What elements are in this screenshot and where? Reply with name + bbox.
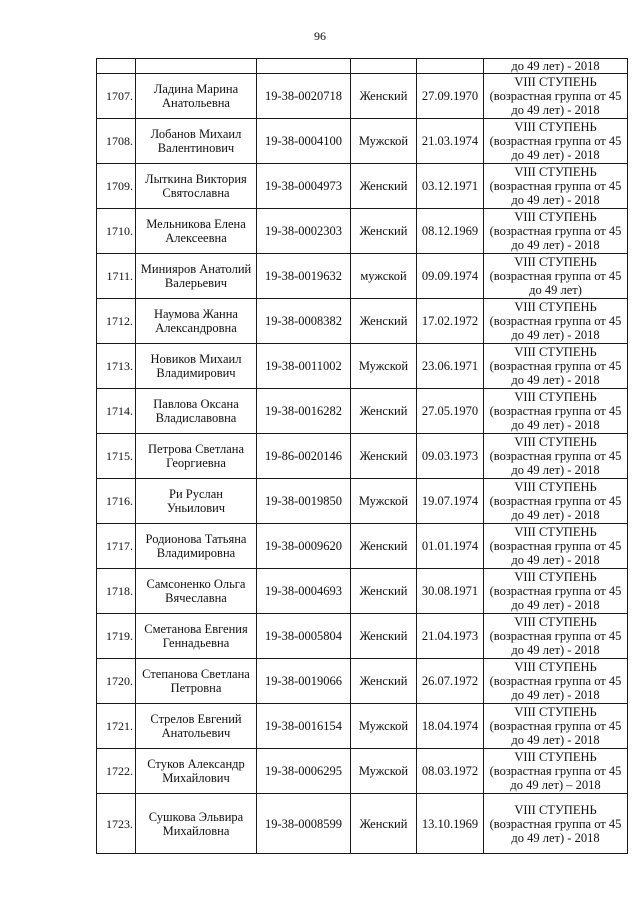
cell-award: VIII СТУПЕНЬ (возрастная группа от 45 до 49 лет) - 2018 — [484, 299, 628, 344]
cell-id — [257, 59, 351, 74]
cell-name: Ри Руслан Уньилович — [136, 479, 257, 524]
table-row — [97, 209, 628, 254]
cell-gender: Мужской — [351, 479, 417, 524]
cell-number: 1717. — [97, 524, 136, 569]
cell-id: 19-38-0016282 — [257, 389, 351, 434]
table-row — [97, 749, 628, 794]
cell-award: VIII СТУПЕНЬ (возрастная группа от 45 до 49 лет) – 2018 — [484, 749, 628, 794]
cell-name: Ладина Марина Анатольевна — [136, 74, 257, 119]
cell-gender: Мужской — [351, 119, 417, 164]
cell-name: Наумова Жанна Александровна — [136, 299, 257, 344]
table-row — [97, 299, 628, 344]
cell-id: 19-38-0004100 — [257, 119, 351, 164]
cell-dob: 30.08.1971 — [417, 569, 484, 614]
cell-number: 1710. — [97, 209, 136, 254]
table-row — [97, 479, 628, 524]
cell-number: 1721. — [97, 704, 136, 749]
cell-number — [97, 59, 136, 74]
cell-name: Лобанов Михаил Валентинович — [136, 119, 257, 164]
cell-dob: 26.07.1972 — [417, 659, 484, 704]
cell-id: 19-38-0004973 — [257, 164, 351, 209]
cell-gender — [351, 59, 417, 74]
cell-award: до 49 лет) - 2018 — [484, 59, 628, 74]
cell-id: 19-86-0020146 — [257, 434, 351, 479]
cell-number: 1708. — [97, 119, 136, 164]
table-row — [97, 119, 628, 164]
cell-dob: 27.09.1970 — [417, 74, 484, 119]
cell-dob: 23.06.1971 — [417, 344, 484, 389]
cell-number: 1718. — [97, 569, 136, 614]
cell-name: Мельникова Елена Алексеевна — [136, 209, 257, 254]
cell-name — [136, 59, 257, 74]
cell-id: 19-38-0002303 — [257, 209, 351, 254]
cell-award: VIII СТУПЕНЬ (возрастная группа от 45 до 49 лет) - 2018 — [484, 479, 628, 524]
cell-award: VIII СТУПЕНЬ (возрастная группа от 45 до 49 лет) - 2018 — [484, 659, 628, 704]
table-row — [97, 614, 628, 659]
cell-name: Родионова Татьяна Владимировна — [136, 524, 257, 569]
cell-award: VIII СТУПЕНЬ (возрастная группа от 45 до 49 лет) - 2018 — [484, 164, 628, 209]
table-row — [97, 254, 628, 299]
cell-number: 1713. — [97, 344, 136, 389]
cell-gender: Мужской — [351, 344, 417, 389]
cell-number: 1716. — [97, 479, 136, 524]
cell-name: Самсоненко Ольга Вячеславна — [136, 569, 257, 614]
cell-id: 19-38-0008599 — [257, 794, 351, 854]
cell-id: 19-38-0019850 — [257, 479, 351, 524]
cell-id: 19-38-0020718 — [257, 74, 351, 119]
cell-name: Стрелов Евгений Анатольевич — [136, 704, 257, 749]
cell-gender: Женский — [351, 389, 417, 434]
cell-award: VIII СТУПЕНЬ (возрастная группа от 45 до 49 лет) — [484, 254, 628, 299]
cell-dob: 09.03.1973 — [417, 434, 484, 479]
cell-gender: Женский — [351, 614, 417, 659]
cell-gender: Женский — [351, 164, 417, 209]
cell-name: Новиков Михаил Владимирович — [136, 344, 257, 389]
cell-name: Стуков Александр Михайлович — [136, 749, 257, 794]
cell-dob: 19.07.1974 — [417, 479, 484, 524]
cell-dob: 08.12.1969 — [417, 209, 484, 254]
cell-gender: Женский — [351, 209, 417, 254]
cell-id: 19-38-0019066 — [257, 659, 351, 704]
cell-name: Сметанова Евгения Геннадьевна — [136, 614, 257, 659]
cell-dob: 03.12.1971 — [417, 164, 484, 209]
table-body — [97, 59, 628, 854]
cell-dob: 09.09.1974 — [417, 254, 484, 299]
cell-gender: Мужской — [351, 704, 417, 749]
cell-number: 1719. — [97, 614, 136, 659]
cell-number: 1720. — [97, 659, 136, 704]
cell-gender: Женский — [351, 659, 417, 704]
cell-award: VIII СТУПЕНЬ (возрастная группа от 45 до 49 лет) - 2018 — [484, 209, 628, 254]
cell-award: VIII СТУПЕНЬ (возрастная группа от 45 до 49 лет) - 2018 — [484, 794, 628, 854]
cell-name: Сушкова Эльвира Михайловна — [136, 794, 257, 854]
table-row — [97, 704, 628, 749]
cell-gender: Женский — [351, 434, 417, 479]
cell-name: Петрова Светлана Георгиевна — [136, 434, 257, 479]
cell-id: 19-38-0011002 — [257, 344, 351, 389]
cell-award: VIII СТУПЕНЬ (возрастная группа от 45 до 49 лет) - 2018 — [484, 344, 628, 389]
table-row — [97, 389, 628, 434]
cell-award: VIII СТУПЕНЬ (возрастная группа от 45 до 49 лет) - 2018 — [484, 74, 628, 119]
table-row — [97, 164, 628, 209]
cell-gender: Женский — [351, 74, 417, 119]
table-row — [97, 569, 628, 614]
page-number: 96 — [314, 29, 326, 43]
cell-id: 19-38-0009620 — [257, 524, 351, 569]
cell-id: 19-38-0005804 — [257, 614, 351, 659]
cell-award: VIII СТУПЕНЬ (возрастная группа от 45 до 49 лет) - 2018 — [484, 434, 628, 479]
cell-id: 19-38-0019632 — [257, 254, 351, 299]
cell-award: VIII СТУПЕНЬ (возрастная группа от 45 до 49 лет) - 2018 — [484, 704, 628, 749]
table-row — [97, 344, 628, 389]
cell-number: 1707. — [97, 74, 136, 119]
cell-dob: 27.05.1970 — [417, 389, 484, 434]
cell-number: 1711. — [97, 254, 136, 299]
cell-gender: Женский — [351, 524, 417, 569]
cell-gender: Женский — [351, 299, 417, 344]
table-row — [97, 74, 628, 119]
cell-id: 19-38-0006295 — [257, 749, 351, 794]
cell-gender: Женский — [351, 794, 417, 854]
cell-dob: 21.04.1973 — [417, 614, 484, 659]
cell-name: Степанова Светлана Петровна — [136, 659, 257, 704]
table-row — [97, 434, 628, 479]
cell-number: 1715. — [97, 434, 136, 479]
cell-dob: 13.10.1969 — [417, 794, 484, 854]
cell-number: 1709. — [97, 164, 136, 209]
table-row — [97, 659, 628, 704]
cell-award: VIII СТУПЕНЬ (возрастная группа от 45 до 49 лет) - 2018 — [484, 119, 628, 164]
cell-name: Минияров Анатолий Валерьевич — [136, 254, 257, 299]
cell-award: VIII СТУПЕНЬ (возрастная группа от 45 до 49 лет) - 2018 — [484, 569, 628, 614]
cell-id: 19-38-0016154 — [257, 704, 351, 749]
cell-dob — [417, 59, 484, 74]
cell-award: VIII СТУПЕНЬ (возрастная группа от 45 до 49 лет) - 2018 — [484, 524, 628, 569]
cell-award: VIII СТУПЕНЬ (возрастная группа от 45 до 49 лет) - 2018 — [484, 614, 628, 659]
cell-dob: 18.04.1974 — [417, 704, 484, 749]
cell-name: Павлова Оксана Владиславовна — [136, 389, 257, 434]
cell-number: 1714. — [97, 389, 136, 434]
cell-number: 1723. — [97, 794, 136, 854]
cell-gender: Женский — [351, 569, 417, 614]
cell-award: VIII СТУПЕНЬ (возрастная группа от 45 до 49 лет) - 2018 — [484, 389, 628, 434]
cell-id: 19-38-0004693 — [257, 569, 351, 614]
cell-dob: 21.03.1974 — [417, 119, 484, 164]
cell-number: 1722. — [97, 749, 136, 794]
continued-row — [97, 59, 628, 74]
cell-number: 1712. — [97, 299, 136, 344]
cell-name: Лыткина Виктория Святославна — [136, 164, 257, 209]
cell-gender: Мужской — [351, 749, 417, 794]
table-row — [97, 794, 628, 854]
cell-id: 19-38-0008382 — [257, 299, 351, 344]
cell-gender: мужской — [351, 254, 417, 299]
table-row — [97, 524, 628, 569]
cell-dob: 01.01.1974 — [417, 524, 484, 569]
awards-registry-table — [96, 58, 628, 854]
cell-dob: 17.02.1972 — [417, 299, 484, 344]
cell-dob: 08.03.1972 — [417, 749, 484, 794]
